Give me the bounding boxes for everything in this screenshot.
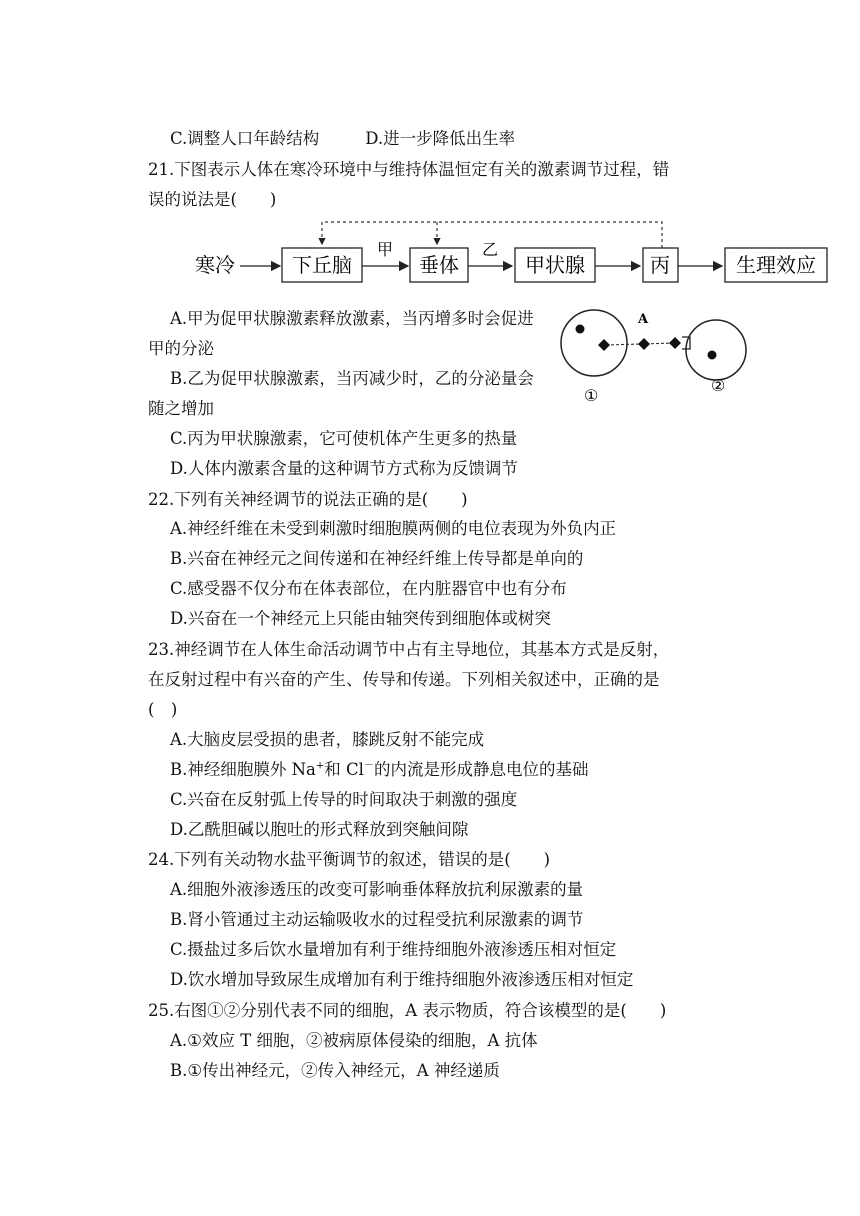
q24-option-b: B.肾小管通过主动运输吸收水的过程受抗利尿激素的调节 — [170, 910, 584, 929]
q21-option-a-line2: 甲的分泌 — [148, 339, 214, 358]
cell-1 — [561, 310, 627, 376]
q25-option-b: B.①传出神经元，②传入神经元，A 神经递质 — [170, 1061, 500, 1080]
flow-start-cold: 寒冷 — [195, 253, 235, 277]
q24-option-c: C.摄盐过多后饮水量增加有利于维持细胞外液渗透压相对恒定 — [170, 940, 617, 959]
q21-flow-diagram — [190, 218, 840, 288]
q23-option-b-pre: B.神经细胞膜外 Na — [170, 760, 316, 779]
q23-option-d: D.乙酰胆碱以胞吐的形式释放到突触间隙 — [170, 820, 469, 839]
q21-option-c: C.丙为甲状腺激素，它可使机体产生更多的热量 — [170, 429, 518, 448]
q23-option-a: A.大脑皮层受损的患者，膝跳反射不能完成 — [170, 730, 485, 749]
q22-option-d: D.兴奋在一个神经元上只能由轴突传到细胞体或树突 — [170, 609, 551, 628]
q23-option-b-post: 的内流是形成静息电位的基础 — [373, 760, 589, 779]
cell-2-nucleus — [708, 351, 717, 360]
q21-stem-line1: 21.下图表示人体在寒冷环境中与维持体温恒定有关的激素调节过程，错 — [148, 160, 670, 179]
q23-option-b — [170, 759, 588, 781]
q21-option-b-line2: 随之增加 — [148, 399, 214, 418]
q22-option-a: A.神经纤维在未受到刺激时细胞膜两侧的电位表现为外负内正 — [170, 519, 617, 538]
q23-option-b-mid: 和 Cl — [324, 760, 364, 779]
q23-stem-line1: 23.神经调节在人体生命活动调节中占有主导地位，其基本方式是反射， — [148, 640, 670, 659]
flow-label-yi: 乙 — [481, 240, 499, 259]
signal-molecule-3 — [669, 337, 681, 349]
flow-box-effect-label: 生理效应 — [736, 253, 816, 277]
q23-option-c: C.兴奋在反射弧上传导的时间取决于刺激的强度 — [170, 790, 518, 809]
flow-box-bing-label: 丙 — [650, 253, 670, 277]
q21-option-a-line1: A.甲为促甲状腺激素释放激素，当丙增多时会促进 — [170, 309, 534, 328]
flow-box-hypothalamus-label: 下丘脑 — [292, 253, 352, 277]
q21-option-d: D.人体内激素含量的这种调节方式称为反馈调节 — [170, 459, 518, 478]
figure-label-2: ② — [711, 376, 726, 395]
figure-label-1: ① — [584, 386, 599, 405]
q21-stem-line2: 误的说法是( ) — [148, 190, 277, 209]
q25-stem: 25.右图①②分别代表不同的细胞，A 表示物质，符合该模型的是( ) — [148, 1001, 667, 1020]
q25-option-a: A.①效应 T 细胞，②被病原体侵染的细胞，A 抗体 — [170, 1031, 538, 1050]
flow-box-pituitary-label: 垂体 — [419, 253, 459, 277]
q22-stem: 22.下列有关神经调节的说法正确的是( ) — [148, 490, 468, 509]
na-charge: + — [315, 760, 325, 772]
q22-option-c: C.感受器不仅分布在体表部位，在内脏器官中也有分布 — [170, 579, 567, 598]
q23-stem-line3: ( ) — [148, 700, 178, 719]
figure-label-a: A — [638, 312, 649, 327]
q22-option-b: B.兴奋在神经元之间传递和在神经纤维上传导都是单向的 — [170, 549, 584, 568]
q20-option-d: D.进一步降低出生率 — [365, 129, 516, 148]
cell-signal-figure — [558, 305, 758, 405]
cell-2 — [686, 320, 746, 380]
q23-stem-line2: 在反射过程中有兴奋的产生、传导和传递。下列相关叙述中，正确的是 — [148, 670, 660, 689]
q20-options-row — [170, 128, 515, 150]
flow-label-jia: 甲 — [376, 240, 394, 259]
cell-1-nucleus — [576, 325, 585, 334]
signal-molecule-2 — [638, 338, 650, 350]
q20-option-c: C.调整人口年龄结构 — [170, 129, 320, 148]
cl-charge: － — [363, 760, 374, 772]
q24-option-d: D.饮水增加导致尿生成增加有利于维持细胞外液渗透压相对恒定 — [170, 970, 634, 989]
flow-box-thyroid-label: 甲状腺 — [525, 253, 585, 277]
q24-stem: 24.下列有关动物水盐平衡调节的叙述，错误的是( ) — [148, 850, 551, 869]
q24-option-a: A.细胞外液渗透压的改变可影响垂体释放抗利尿激素的量 — [170, 880, 584, 899]
q21-option-b-line1: B.乙为促甲状腺激素，当丙减少时，乙的分泌量会 — [170, 369, 534, 388]
